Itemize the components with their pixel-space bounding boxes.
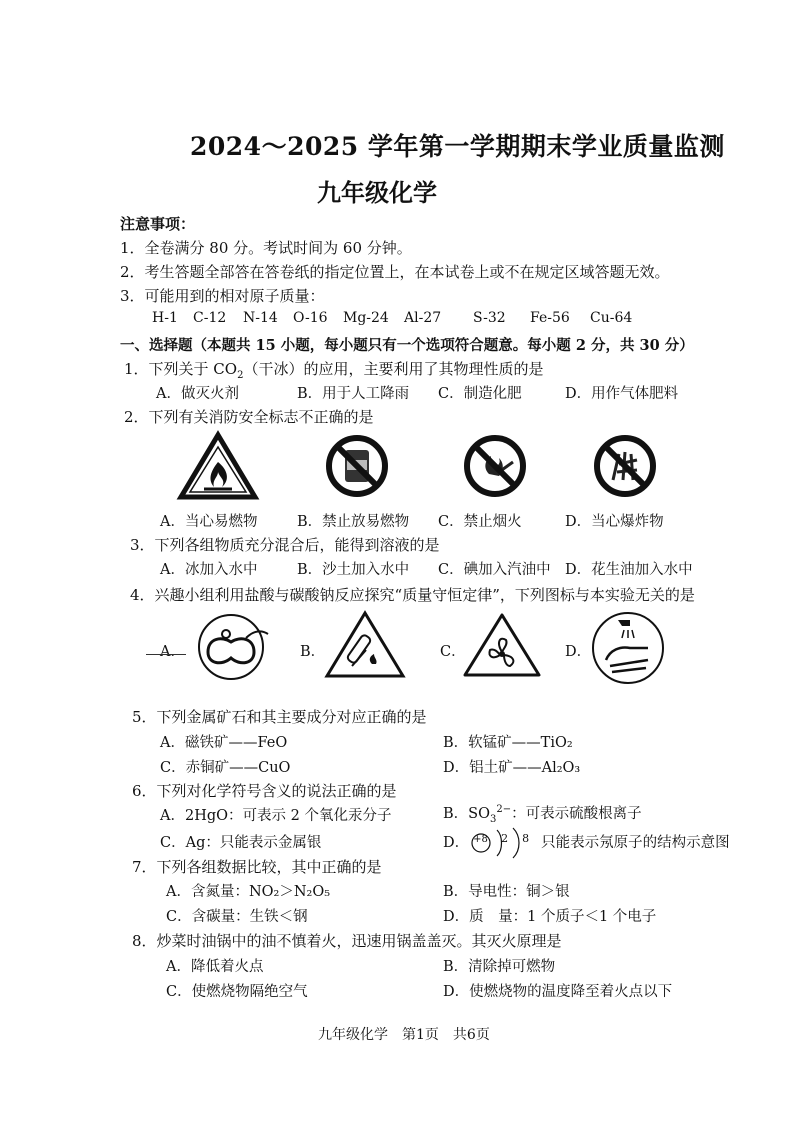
q1-stem-subscript: 2 — [237, 370, 244, 381]
q2-option-c: C．禁止烟火 — [438, 514, 522, 530]
q3-option-d: D．花生油加入水中 — [565, 562, 693, 578]
q6-d-prefix: D． — [443, 835, 470, 851]
q1-stem-part: 1．下列关于 CO — [124, 360, 238, 378]
note-item-1: 1．全卷满分 80 分。考试时间为 60 分钟。 — [120, 239, 412, 257]
atomic-mass: H-1 — [152, 310, 178, 326]
q5-option-d: D．铝土矿——Al₂O₃ — [443, 760, 581, 776]
question-6-stem: 6．下列对化学符号含义的说法正确的是 — [132, 782, 397, 800]
goggles-icon — [196, 612, 266, 682]
q3-option-a: A．冰加入水中 — [160, 562, 258, 578]
q1-option-c: C．制造化肥 — [438, 386, 522, 402]
atomic-mass: Mg-24 — [343, 310, 389, 326]
q4-option-c: C． — [440, 644, 466, 660]
atomic-mass: Al-27 — [404, 310, 442, 326]
atomic-mass: Cu-64 — [590, 310, 633, 326]
q8-option-c: C．使燃烧物隔绝空气 — [166, 984, 308, 1000]
question-4-stem: 4．兴趣小组利用盐酸与碳酸钠反应探究“质量守恒定律”，下列图标与本实验无关的是 — [130, 586, 695, 604]
note-item-2: 2．考生答题全部答在答卷纸的指定位置上，在本试卷上或不在规定区域答题无效。 — [120, 263, 670, 281]
q3-option-b: B．沙土加入水中 — [297, 562, 410, 578]
atomic-mass: C-12 — [193, 310, 227, 326]
q6-d-suffix: 只能表示氖原子的结构示意图 — [541, 835, 730, 851]
q2-option-b: B．禁止放易燃物 — [297, 514, 410, 530]
q6-b-prefix: B．SO — [443, 806, 490, 822]
question-5-stem: 5．下列金属矿石和其主要成分对应正确的是 — [132, 708, 427, 726]
q7-option-c: C．含碳量：生铁＜钢 — [166, 909, 308, 925]
q1-option-a: A．做灭火剂 — [156, 386, 239, 402]
q7-option-b: B．导电性：铜＞银 — [443, 884, 570, 900]
explosive-warning-icon — [593, 434, 657, 498]
q4-option-d: D． — [565, 644, 592, 660]
q6-b-subscript: 3 — [489, 813, 497, 825]
q6-option-b — [443, 802, 642, 825]
question-7-stem: 7．下列各组数据比较，其中正确的是 — [132, 858, 382, 876]
q1-stem-part: （干冰）的应用，主要利用了其物理性质的是 — [243, 360, 544, 378]
no-smoking-fire-icon — [463, 434, 527, 498]
note-item-3: 3．可能用到的相对原子质量： — [120, 287, 325, 305]
question-1-stem — [124, 358, 543, 381]
atom-structure-diagram — [469, 834, 541, 852]
q7-option-d: D．质 量：1 个质子＜1 个电子 — [443, 909, 657, 925]
notes-heading: 注意事项： — [120, 215, 196, 233]
no-flammables-icon — [325, 434, 389, 498]
q8-option-d: D．使燃烧物的温度降至着火点以下 — [443, 984, 673, 1000]
q6-option-c: C．Ag：只能表示金属银 — [160, 835, 322, 851]
q2-option-d: D．当心爆炸物 — [565, 514, 664, 530]
q5-option-b: B．软锰矿——TiO₂ — [443, 735, 573, 751]
section-heading: 一、选择题（本题共 15 小题，每小题只有一个选项符合题意。每小题 2 分，共 30 分） — [120, 337, 694, 354]
atom-nucleus-label: +8 — [473, 834, 488, 845]
atomic-mass: O-16 — [293, 310, 328, 326]
atom-shell-2: 8 — [522, 832, 530, 845]
q7-option-a: A．含氮量：NO₂＞N₂O₅ — [166, 884, 331, 900]
q1-option-b: B．用于人工降雨 — [297, 386, 410, 402]
ventilation-icon — [462, 612, 542, 678]
question-3-stem: 3．下列各组物质充分混合后，能得到溶液的是 — [130, 536, 440, 554]
q4-a-underline — [146, 654, 186, 655]
q6-b-superscript: 2− — [496, 804, 512, 816]
wash-hands-icon — [590, 610, 666, 686]
q2-option-a: A．当心易燃物 — [160, 514, 258, 530]
q1-option-d: D．用作气体肥料 — [565, 386, 679, 402]
heating-warning-icon — [324, 610, 406, 680]
atom-shell-1: 2 — [501, 832, 509, 845]
exam-subtitle: 九年级化学 — [317, 178, 437, 207]
q5-option-a: A．磁铁矿——FeO — [160, 735, 288, 751]
atomic-mass: S-32 — [473, 310, 506, 326]
exam-title: 2024～2025 学年第一学期期末学业质量监测 — [190, 132, 725, 161]
q8-option-a: A．降低着火点 — [166, 959, 264, 975]
q6-option-a: A．2HgO：可表示 2 个氧化汞分子 — [160, 808, 392, 824]
q8-option-b: B．清除掉可燃物 — [443, 959, 556, 975]
q4-option-a: A． — [160, 644, 185, 660]
q4-option-b: B． — [300, 644, 326, 660]
atomic-mass: Fe-56 — [530, 310, 570, 326]
q6-b-suffix: ：可表示硫酸根离子 — [511, 806, 642, 822]
page-footer: 九年级化学 第1页 共6页 — [318, 1027, 490, 1043]
question-8-stem: 8．炒菜时油锅中的油不慎着火，迅速用锅盖盖灭。其灭火原理是 — [132, 932, 562, 950]
q6-option-d — [443, 831, 730, 852]
q5-option-c: C．赤铜矿——CuO — [160, 760, 291, 776]
atomic-mass: N-14 — [243, 310, 278, 326]
flammable-warning-icon — [178, 432, 258, 500]
q3-option-c: C．碘加入汽油中 — [438, 562, 551, 578]
question-2-stem: 2．下列有关消防安全标志不正确的是 — [124, 408, 374, 426]
